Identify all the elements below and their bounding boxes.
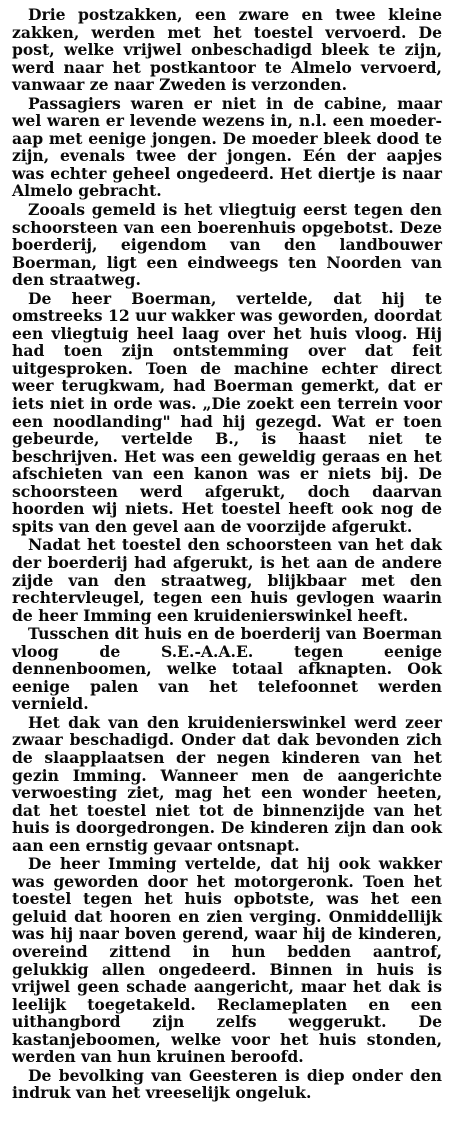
paragraph-passagiers: Passagiers waren er niet in de cabine, maar wel waren er levende wezens in, n.l. een moeder-aap met eenige jongen. De moeder bleek dood te zijn, evenals twee der jongen. Eén der aapjes was echter geheel ongedeerd. Het diertje is naar Almelo gebracht.: [12, 93, 442, 201]
paragraph-postzakken: Drie postzakken, een zware en twee kleine zakken, werden met het toestel vervoerd. De post, welke vrijwel onbeschadigd bleek te zijn, werd naar het postkantoor te Almelo vervoerd, vanwaar ze naar Zweden is verzonden.: [12, 5, 442, 95]
paragraph-boerman: De heer Boerman, vertelde, dat hij te omstreeks 12 uur wakker was geworden, doordat een vliegtuig heel laag over het huis vloog. Hij had toen zijn ontstemming over dat feit uitgesproken. Toen de machine echter direct weer terugkwam, had Boerman gemerkt, dat er iets niet in orde was. „Die zoekt een terrein voor een noodlanding" had hij gezegd. Wat er toen gebeurde, vertelde B., is haast niet te beschrijven. Het was een geweldig geraas en het afschieten van een kanon was er niets bij. De schoorsteen werd afgerukt, doch daarvan hoorden wij niets. Het toestel heeft ook nog de spits van den gevel aan de voorzijde afgerukt.: [12, 288, 442, 536]
paragraph-schoorsteen: Zooals gemeld is het vliegtuig eerst tegen den schoorsteen van een boerenhuis opgebotst. Deze boerderij, eigendom van den landbouwer Boerman, ligt een eindweegs ten Noorden van den straatweg.: [12, 200, 442, 290]
paragraph-dak: Het dak van den kruidenierswinkel werd zeer zwaar beschadigd. Onder dat dak bevonden zich de slaapplaatsen der negen kinderen van het gezin Imming. Wanneer men de aangerichte verwoesting ziet, mag het een wonder heeten, dat het toestel niet tot de binnenzijde van het huis is doorgedrongen. De kinderen zijn dan ook aan een ernstig gevaar ontsnapt.: [12, 712, 442, 855]
paragraph-dennenboomen: Tusschen dit huis en de boerderij van Boerman vloog de S.E.-A.A.E. tegen eenige dennenboomen, welke totaal afknapten. Ook eenige palen van het telefoonnet werden vernield.: [12, 624, 442, 714]
paragraph-geesteren: De bevolking van Geesteren is diep onder den indruk van het vreeselijk ongeluk.: [12, 1065, 442, 1103]
paragraph-imming: De heer Imming vertelde, dat hij ook wakker was geworden door het motorgeronk. Toen het toestel tegen het huis opbotste, was het een geluid dat hooren en zien verging. Onmiddellijk was hij naar boven gerend, waar hij de kinderen, overeind zittend in hun bedden aantrof, gelukkig allen ongedeerd. Binnen in huis is vrijwel geen schade aangericht, maar het dak is leelijk toegetakeld. Reclameplaten en een uithangbord zijn zelfs weggerukt. De kastanjeboomen, welke voor het huis stonden, werden van hun kruinen beroofd.: [12, 854, 442, 1067]
paragraph-kruidenierswinkel: Nadat het toestel den schoorsteen van het dak der boerderij had afgerukt, is het aan de andere zijde van den straatweg, blijkbaar met den rechtervleugel, tegen een huis gevlogen waarin de heer Imming een kruidenierswinkel heeft.: [12, 535, 442, 625]
